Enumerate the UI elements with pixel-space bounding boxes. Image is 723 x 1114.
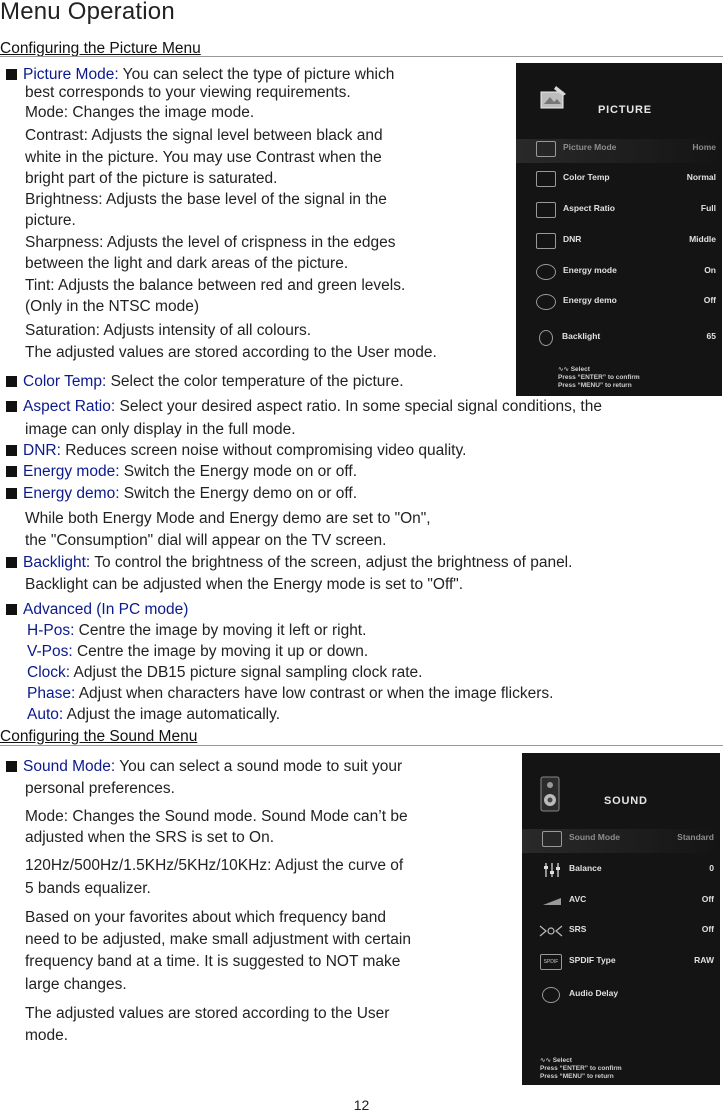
menu-footer-return: Press “MENU” to return <box>558 382 632 389</box>
bullet-square-icon <box>6 604 17 615</box>
bullet-square-icon <box>6 466 17 477</box>
text-line: white in the picture. You may use Contrast when the <box>25 149 382 166</box>
bullet-square-icon <box>6 376 17 387</box>
menu-footer-select: ∿∿ Select <box>558 366 590 373</box>
menu-row-aspect-ratio[interactable]: Aspect Ratio Full <box>516 200 722 224</box>
lightbulb-icon <box>539 330 553 346</box>
spdif-icon: SPDIF <box>540 954 562 970</box>
text-line: picture. <box>25 212 76 229</box>
menu-row-energy-mode[interactable]: Energy mode On <box>516 262 722 286</box>
menu-row-dnr[interactable]: DNR Middle <box>516 231 722 255</box>
text-line: between the light and dark areas of the picture. <box>25 255 349 272</box>
text-line: Brightness: Adjusts the base level of the signal in the <box>25 191 387 208</box>
text-line: large changes. <box>25 976 127 993</box>
menu-footer-select: ∿∿ Select <box>540 1057 572 1064</box>
text-line: Mode: Changes the image mode. <box>25 104 255 121</box>
text-line: The adjusted values are stored according to the User mode. <box>25 344 437 361</box>
v-pos-item: V-Pos: Centre the image by moving it up or down. <box>27 643 369 660</box>
text-line: Mode: Changes the Sound mode. Sound Mode can’t be <box>25 808 408 825</box>
menu-row-audio-delay[interactable]: Audio Delay <box>522 985 720 1009</box>
speaker-icon <box>540 776 560 812</box>
dnr-icon <box>536 233 556 249</box>
equalizer-sliders-icon <box>542 862 562 878</box>
energy-demo-item: Energy demo: Switch the Energy demo on or off. <box>6 485 357 503</box>
text-line: the "Consumption" dial will appear on the TV screen. <box>25 532 387 549</box>
backlight-item: Backlight: To control the brightness of the screen, adjust the brightness of panel. <box>6 554 572 572</box>
text-line: Backlight can be adjusted when the Energy mode is set to "Off". <box>25 576 464 593</box>
text-line: bright part of the picture is saturated. <box>25 170 278 187</box>
text-line: need to be adjusted, make small adjustment with certain <box>25 931 411 948</box>
text-line: Sharpness: Adjusts the level of crispness in the edges <box>25 234 396 251</box>
menu-row-balance[interactable]: Balance 0 <box>522 860 720 884</box>
volume-ramp-icon <box>542 893 562 909</box>
menu-footer <box>558 366 640 390</box>
picture-mode-item: Picture Mode: You can select the type of picture which <box>6 66 394 84</box>
sound-mode-icon <box>542 831 562 847</box>
menu-row-picture-mode[interactable]: Picture Mode Home <box>516 139 722 163</box>
energy-mode-item: Energy mode: Switch the Energy mode on or off. <box>6 463 357 481</box>
sound-mode-item: Sound Mode: You can select a sound mode to suit your <box>6 758 402 776</box>
picture-settings-icon <box>538 84 568 110</box>
picture-menu-screenshot <box>516 63 722 396</box>
color-temp-item: Color Temp: Select the color temperature of the picture. <box>6 373 404 391</box>
color-temp-icon <box>536 171 556 187</box>
text-line: Saturation: Adjusts intensity of all colours. <box>25 322 312 339</box>
menu-footer-confirm: Press “ENTER” to confirm <box>558 374 640 381</box>
text-line: mode. <box>25 1027 69 1044</box>
text-line: 120Hz/500Hz/1.5KHz/5KHz/10KHz: Adjust the curve of <box>25 857 404 874</box>
section-divider <box>0 56 723 57</box>
page-number: 12 <box>353 1097 370 1113</box>
bullet-square-icon <box>6 401 17 412</box>
h-pos-item: H-Pos: Centre the image by moving it left or right. <box>27 622 367 639</box>
menu-row-avc[interactable]: AVC Off <box>522 891 720 915</box>
bullet-square-icon <box>6 488 17 499</box>
energy-demo-icon <box>536 294 556 310</box>
menu-footer-confirm: Press “ENTER” to confirm <box>540 1065 622 1072</box>
bullet-square-icon <box>6 445 17 456</box>
auto-item: Auto: Adjust the image automatically. <box>27 706 281 723</box>
page-title: Menu Operation <box>0 0 175 25</box>
picture-section-heading: Configuring the Picture Menu <box>0 40 201 57</box>
aspect-ratio-item: Aspect Ratio: Select your desired aspect ratio. In some special signal conditions, the <box>6 398 602 416</box>
sound-menu-title: SOUND <box>604 795 648 807</box>
energy-mode-icon <box>536 264 556 280</box>
srs-icon <box>538 923 558 939</box>
menu-row-spdif-type[interactable]: SPDIF SPDIF Type RAW <box>522 952 720 976</box>
bullet-square-icon <box>6 761 17 772</box>
menu-row-energy-demo[interactable]: Energy demo Off <box>516 292 722 316</box>
text-line: Tint: Adjusts the balance between red and green levels. <box>25 277 406 294</box>
text-line: The adjusted values are stored according to the User <box>25 1005 390 1022</box>
navigate-arrows-icon: ∿∿ <box>558 366 571 373</box>
navigate-arrows-icon: ∿∿ <box>540 1057 553 1064</box>
dnr-item: DNR: Reduces screen noise without compromising video quality. <box>6 442 466 460</box>
text-line: image can only display in the full mode. <box>25 421 296 438</box>
text-line: frequency band at a time. It is suggested to NOT make <box>25 953 401 970</box>
menu-row-srs[interactable]: SRS Off <box>522 921 720 945</box>
bullet-square-icon <box>6 557 17 568</box>
section-divider <box>0 745 723 746</box>
bullet-square-icon <box>6 69 17 80</box>
aspect-ratio-icon <box>536 202 556 218</box>
advanced-item: Advanced (In PC mode) <box>6 601 188 619</box>
picture-mode-icon <box>536 141 556 157</box>
menu-row-sound-mode[interactable]: Sound Mode Standard <box>522 829 720 853</box>
headphones-icon <box>542 987 560 1003</box>
menu-footer-return: Press “MENU” to return <box>540 1073 614 1080</box>
text-line: personal preferences. <box>25 780 175 797</box>
text-line: Contrast: Adjusts the signal level between black and <box>25 127 383 144</box>
text-line: 5 bands equalizer. <box>25 880 151 897</box>
text-line: Based on your favorites about which frequency band <box>25 909 387 926</box>
text-line: adjusted when the SRS is set to On. <box>25 829 274 846</box>
menu-row-backlight[interactable]: Backlight 65 <box>516 328 722 352</box>
clock-item: Clock: Adjust the DB15 picture signal sampling clock rate. <box>27 664 423 681</box>
menu-footer <box>540 1057 622 1081</box>
sound-section-heading: Configuring the Sound Menu <box>0 728 198 745</box>
sound-menu-screenshot <box>522 753 720 1085</box>
phase-item: Phase: Adjust when characters have low contrast or when the image flickers. <box>27 685 554 702</box>
picture-menu-title: PICTURE <box>598 104 652 116</box>
text-line: While both Energy Mode and Energy demo are set to "On", <box>25 510 431 527</box>
menu-row-color-temp[interactable]: Color Temp Normal <box>516 169 722 193</box>
text-line: (Only in the NTSC mode) <box>25 298 199 315</box>
text-line: best corresponds to your viewing requirements. <box>25 84 351 101</box>
